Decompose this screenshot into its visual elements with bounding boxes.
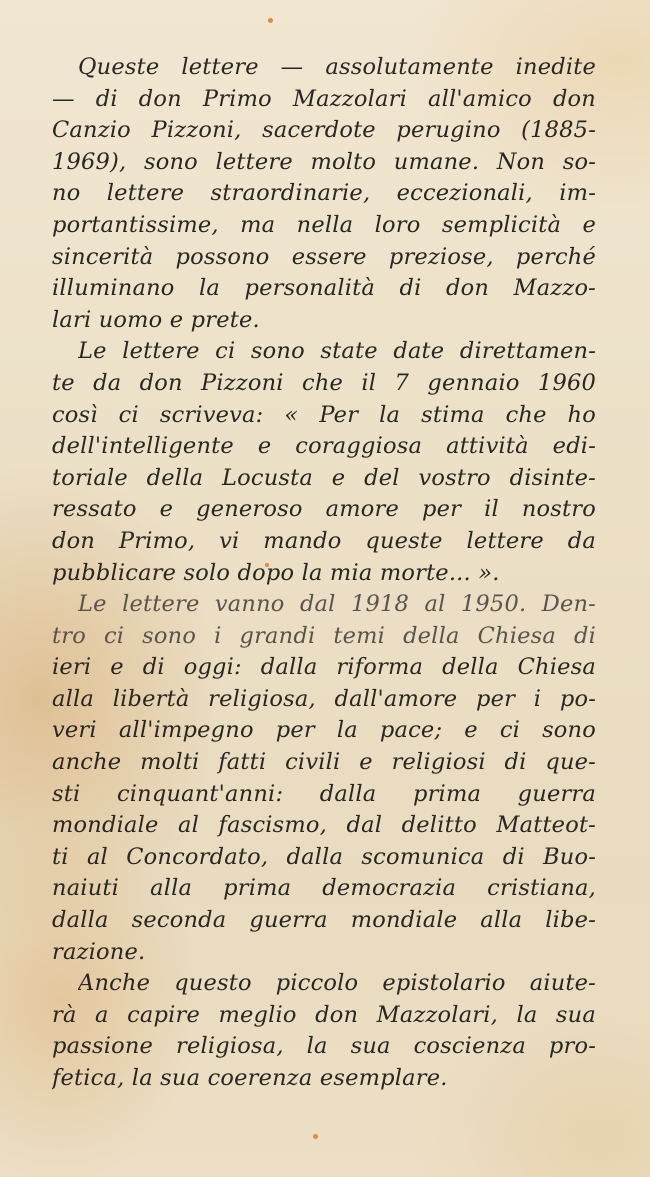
text-line: Le lettere ci sono state date direttamen- (78, 338, 596, 365)
text-line: te da don Pizzoni che il 7 gennaio 1960 (52, 369, 596, 396)
text-line: anche molti fatti civili e religiosi di que- (52, 749, 596, 776)
text-line: dell'intelligente e coraggiosa attività edi- (52, 433, 596, 460)
text-line: alla libertà religiosa, dall'amore per i po- (52, 685, 596, 712)
text-line: Le lettere vanno dal 1918 al 1950. Den- (78, 591, 596, 618)
text-line: portantissime, ma nella loro semplicità e (52, 211, 596, 238)
text-line: ti al Concordato, dalla scomunica di Buo- (52, 843, 596, 870)
text-line: così ci scriveva: « Per la stima che ho (52, 401, 596, 428)
text-line: tro ci sono i grandi temi della Chiesa di (52, 622, 596, 649)
text-line: Canzio Pizzoni, sacerdote perugino (1885- (52, 117, 596, 144)
ink-speck (268, 18, 273, 23)
paragraph-2 (52, 336, 596, 589)
text-line: sincerità possono essere preziose, perché (52, 243, 596, 270)
text-line: sti cinquant'anni: dalla prima guerra (52, 780, 596, 807)
text-line: ieri e di oggi: dalla riforma della Chiesa (52, 654, 596, 681)
text-line: ressato e generoso amore per il nostro (52, 496, 596, 523)
text-line: naiuti alla prima democrazia cristiana, (52, 875, 596, 902)
paragraph-4 (52, 968, 596, 1094)
text-line: dalla seconda guerra mondiale alla libe- (52, 907, 596, 934)
text-line: toriale della Locusta e del vostro disinte- (52, 464, 596, 491)
text-line: 1969), sono lettere molto umane. Non so- (52, 148, 596, 175)
text-line: — di don Primo Mazzolari all'amico don (52, 85, 596, 112)
body-text (52, 52, 596, 1095)
paragraph-3 (52, 589, 596, 968)
text-line: lari uomo e prete. (52, 306, 260, 333)
ink-speck (313, 1134, 318, 1139)
text-line: pubblicare solo dopo la mia morte... ». (52, 559, 500, 586)
text-line: passione religiosa, la sua coscienza pro- (52, 1033, 596, 1060)
paragraph-1 (52, 52, 596, 336)
text-line: Queste lettere — assolutamente inedite (78, 54, 596, 80)
text-line: Anche questo piccolo epistolario aiute- (78, 970, 596, 997)
text-line: veri all'impegno per la pace; e ci sono (52, 717, 596, 744)
text-line: mondiale al fascismo, dal delitto Matteot- (52, 812, 596, 839)
text-line: illuminano la personalità di don Mazzo- (52, 275, 596, 302)
text-line: no lettere straordinarie, eccezionali, im- (52, 180, 596, 207)
text-line: don Primo, vi mando queste lettere da (52, 527, 596, 554)
text-line: razione. (52, 938, 146, 965)
text-line: rà a capire meglio don Mazzolari, la sua (52, 1001, 596, 1028)
text-line: fetica, la sua coerenza esemplare. (52, 1065, 448, 1091)
